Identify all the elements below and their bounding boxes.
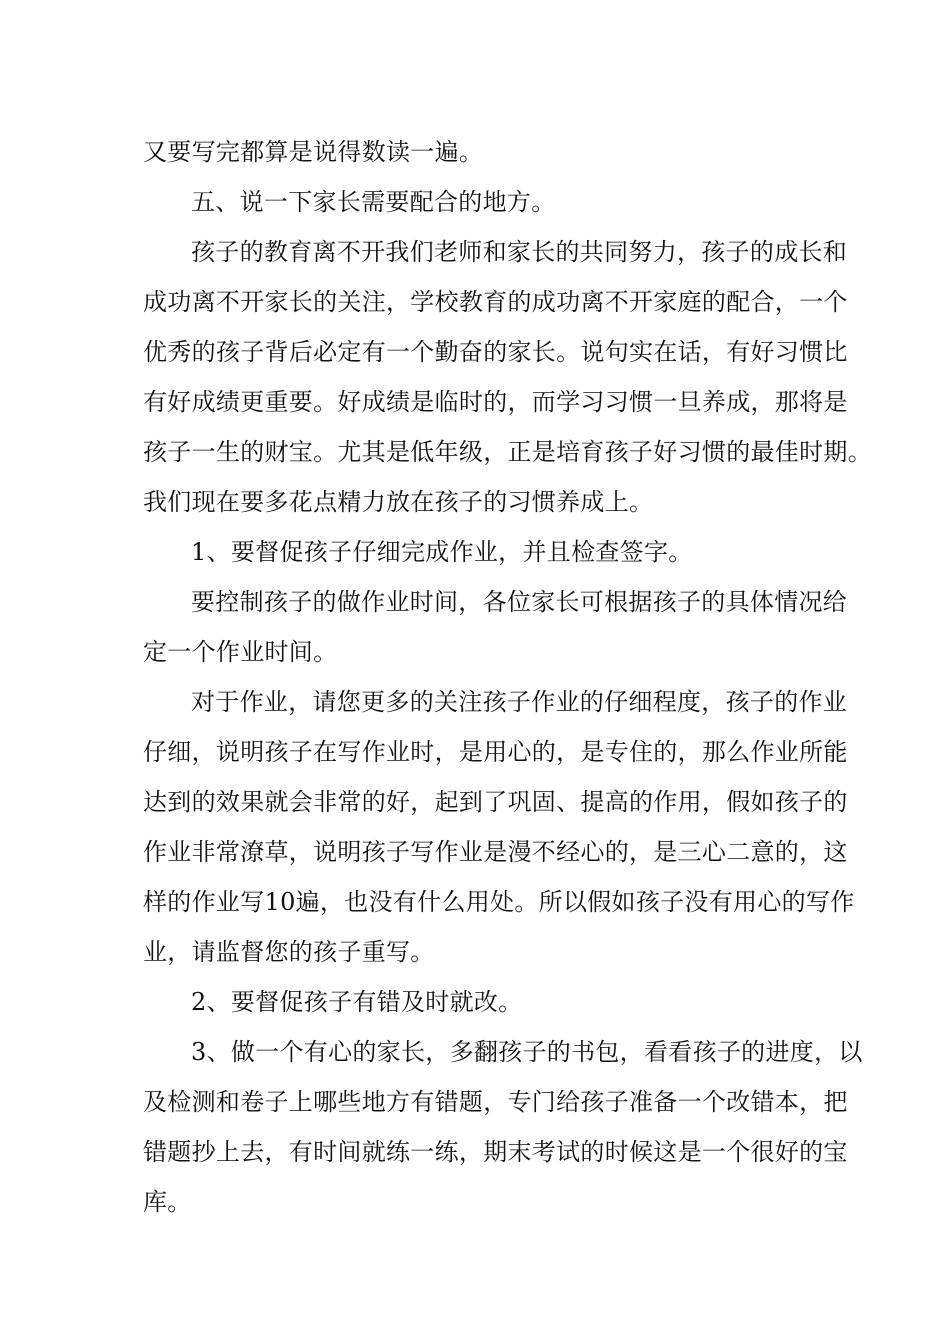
text-line: 定一个作业时间。: [143, 638, 338, 666]
text-line: 孩子一生的财宝。尤其是低年级，正是培育孩子好习惯的最佳时期。: [143, 438, 872, 466]
list-item-heading: 2、要督促孩子有错及时就改。: [191, 988, 523, 1016]
text-line: 我们现在要多花点精力放在孩子的习惯养成上。: [143, 488, 654, 516]
text-line: 对于作业，请您更多的关注孩子作业的仔细程度，孩子的作业: [191, 688, 848, 716]
text-line: 又要写完都算是说得数读一遍。: [143, 138, 484, 166]
text-line: 作业非常潦草，说明孩子写作业是漫不经心的，是三心二意的，这: [143, 838, 848, 866]
list-item-heading: 1、要督促孩子仔细完成作业，并且检查签字。: [191, 538, 693, 566]
text-line: 库。: [143, 1188, 192, 1216]
list-item-heading: 3、做一个有心的家长，多翻孩子的书包，看看孩子的进度，以: [191, 1038, 863, 1066]
text-line: 优秀的孩子背后必定有一个勤奋的家长。说句实在话，有好习惯比: [143, 338, 848, 366]
text-line: 样的作业写10遍，也没有什么用处。所以假如孩子没有用心的写作: [143, 888, 855, 916]
text-line: 仔细，说明孩子在写作业时，是用心的，是专住的，那么作业所能: [143, 738, 848, 766]
text-line: 有好成绩更重要。好成绩是临时的，而学习习惯一旦养成，那将是: [143, 388, 848, 416]
text-line: 达到的效果就会非常的好，起到了巩固、提高的作用，假如孩子的: [143, 788, 848, 816]
text-line: 及检测和卷子上哪些地方有错题，专门给孩子准备一个改错本，把: [143, 1088, 848, 1116]
text-line: 孩子的教育离不开我们老师和家长的共同努力，孩子的成长和: [191, 238, 848, 266]
text-line: 错题抄上去，有时间就练一练，期末考试的时候这是一个很好的宝: [143, 1138, 848, 1166]
section-heading: 五、说一下家长需要配合的地方。: [191, 188, 556, 216]
text-line: 成功离不开家长的关注，学校教育的成功离不开家庭的配合，一个: [143, 288, 848, 316]
text-line: 要控制孩子的做作业时间，各位家长可根据孩子的具体情况给: [191, 588, 848, 616]
text-line: 业，请监督您的孩子重写。: [143, 938, 435, 966]
